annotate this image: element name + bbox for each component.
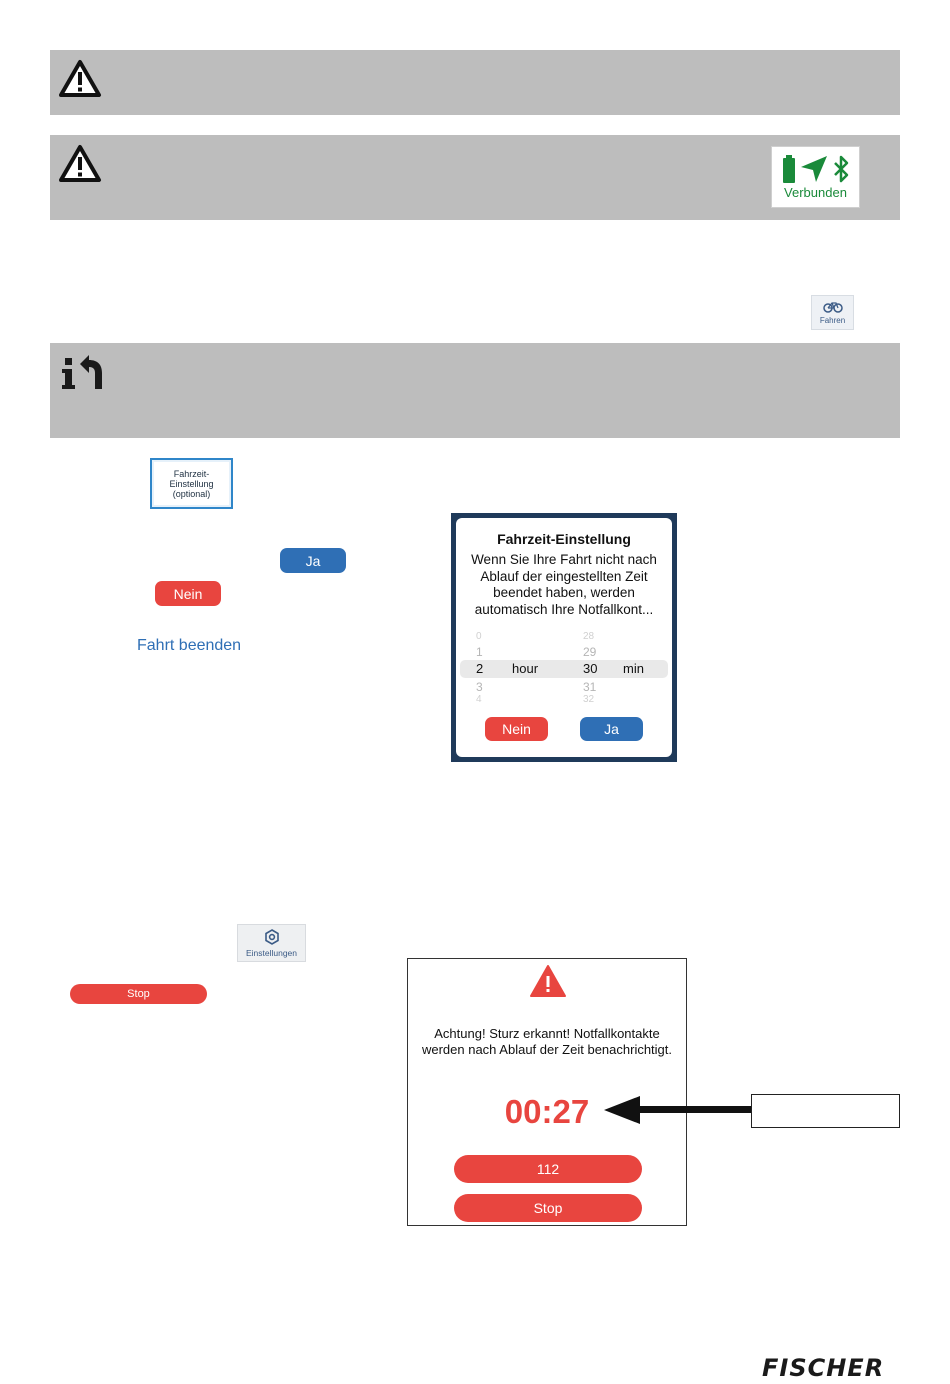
ride-time-setting-badge[interactable] (150, 458, 233, 509)
dialog-title: Fahrzeit-Einstellung (497, 531, 631, 547)
info-box (50, 343, 900, 438)
picker-hour: 3 (476, 680, 483, 694)
picker-minute: 28 (583, 631, 595, 642)
ride-time-dialog (456, 518, 672, 757)
info-arrow-icon (62, 355, 106, 391)
fall-alert-screenshot (407, 958, 687, 1226)
ride-time-dialog-screenshot (451, 513, 677, 762)
picker-hour: 0 (476, 631, 482, 642)
yes-button[interactable]: Ja (280, 548, 346, 573)
navigation-arrow-icon (800, 155, 828, 183)
picker-hour: 4 (476, 694, 482, 705)
dialog-yes-button[interactable]: Ja (580, 717, 643, 741)
no-button[interactable]: Nein (155, 581, 221, 606)
bicycle-icon (823, 301, 843, 313)
warning-triangle-icon (58, 59, 102, 99)
settings-tab-label: Einstellungen (245, 947, 298, 958)
picker-minute: 30 (583, 661, 598, 676)
picker-minute: 32 (583, 694, 595, 705)
time-picker[interactable] (460, 631, 668, 706)
countdown-timer: 00:27 (504, 1093, 590, 1130)
stop-button-small[interactable]: Stop (70, 984, 207, 1004)
callout-label-box (751, 1094, 900, 1128)
picker-minute: 31 (583, 680, 597, 694)
picker-row (460, 631, 668, 646)
picker-minute: 29 (583, 645, 597, 659)
alert-stop-button[interactable]: Stop (454, 1194, 642, 1222)
dialog-body: Wenn Sie Ihre Fahrt nicht nach Ablauf der eingestellten Zeit beendet haben, werden automatisch Ihre Notfallkont... (471, 552, 657, 617)
end-ride-link[interactable]: Fahrt beenden (137, 637, 242, 654)
picker-selected-row[interactable] (460, 660, 668, 678)
picker-row (460, 694, 668, 706)
bluetooth-icon (832, 155, 850, 183)
settings-tab-badge[interactable] (237, 924, 306, 962)
connected-label: Verbunden (784, 184, 847, 200)
picker-row (460, 645, 668, 660)
picker-min-unit: min (623, 661, 644, 676)
brand-logo: FISCHER (762, 1354, 885, 1382)
picker-hour: 2 (476, 661, 484, 676)
ride-time-setting-label: Fahrzeit- Einstellung (optional) (169, 468, 214, 499)
fall-alert-message: Achtung! Sturz erkannt! Notfallkontakte werden nach Ablauf der Zeit benachrichtigt. (421, 1026, 673, 1057)
battery-icon (782, 155, 796, 183)
ride-tab-label: Fahren (819, 315, 846, 325)
ride-tab-badge[interactable] (811, 295, 854, 330)
alert-triangle-icon (529, 964, 567, 998)
picker-hour: 1 (476, 645, 483, 659)
dialog-no-button[interactable]: Nein (485, 717, 548, 741)
warning-triangle-icon (58, 144, 102, 184)
emergency-call-button[interactable]: 112 (454, 1155, 642, 1183)
gear-icon (264, 929, 280, 945)
picker-hour-unit: hour (512, 661, 539, 676)
connected-status-badge (771, 146, 860, 208)
warning-box-1 (50, 50, 900, 115)
callout-arrow-icon (604, 1094, 752, 1126)
picker-row (460, 680, 668, 695)
